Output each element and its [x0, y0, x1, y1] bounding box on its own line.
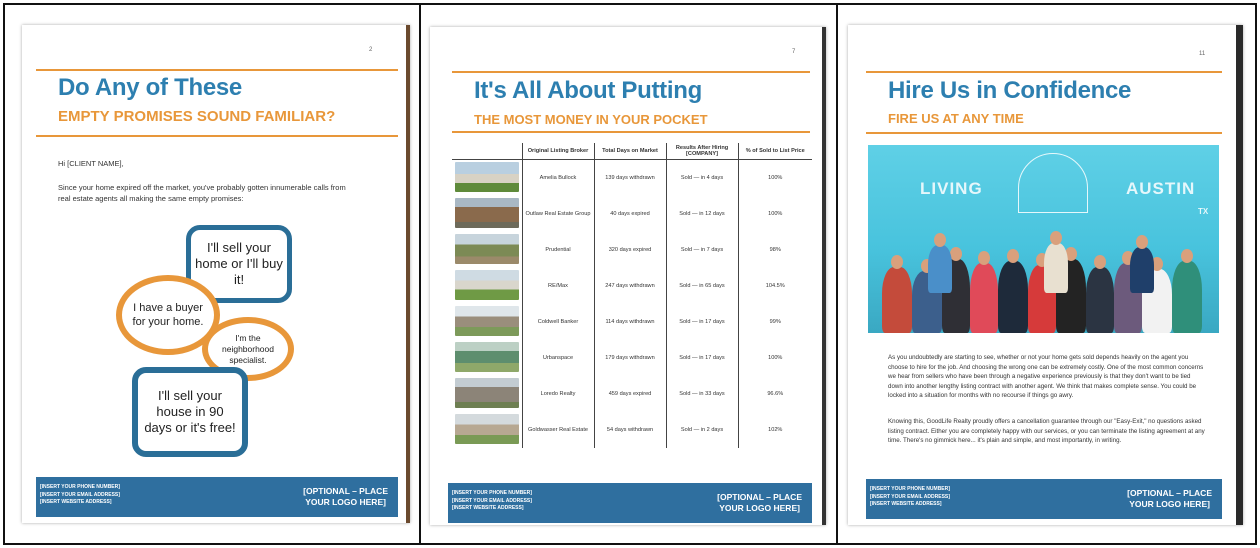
- bubble-text: I'll sell your house in 90 days or it's free!: [144, 388, 236, 435]
- email-placeholder: [INSERT YOUR EMAIL ADDRESS]: [40, 491, 120, 498]
- page-title: It's All About Putting: [474, 77, 702, 104]
- cell-pct: 100%: [738, 160, 812, 196]
- cell-result: Sold — in 2 days: [666, 412, 738, 448]
- cell-days: 114 days withdrawn: [594, 304, 666, 340]
- subtitle-rule: [866, 132, 1222, 134]
- cell-broker: Loredo Realty: [522, 376, 594, 412]
- paragraph-1: As you undoubtedly are starting to see, whether or not your home gets sold depends heavily on the agent you choose to hire for the job. And choosing the wrong one can be extremely costly. One of the most common concerns we hear from sellers who have been through a negative experience previously is that they don't want to be tied down into another lengthy listing contract with another agent. We think that makes complete sense. You could be locked into a situation for months with no recourse if things go awry.: [888, 354, 1204, 399]
- cell-result: Sold — in 17 days: [666, 340, 738, 376]
- page-footer: [36, 477, 398, 517]
- table-row: [452, 412, 812, 448]
- team-group: [868, 247, 1219, 333]
- phone-placeholder: [INSERT YOUR PHONE NUMBER]: [452, 490, 532, 496]
- results-table: [452, 143, 812, 448]
- paragraph-2: Knowing this, GoodLife Realty proudly offers a cancellation guarantee through our "Easy-Exit," no questions asked listing contract. Either you are completely happy with our services, or you can terminate the listing agreement at any time. There's no gimmick here... it's plain and simple, and most importantly, in writing.: [888, 418, 1205, 444]
- page-number: 2: [369, 47, 373, 53]
- email-placeholder: [INSERT YOUR EMAIL ADDRESS]: [870, 493, 950, 500]
- page-title: Hire Us in Confidence: [888, 77, 1132, 104]
- house-thumbnail: [452, 412, 522, 448]
- brochure-page: [22, 25, 410, 523]
- page-footer: [448, 483, 812, 523]
- house-thumbnail: [452, 160, 522, 196]
- cell-days: 459 days expired: [594, 376, 666, 412]
- table-row: [452, 268, 812, 304]
- col-header-broker: Original Listing Broker: [522, 143, 594, 160]
- cell-pct: 102%: [738, 412, 812, 448]
- page-number: 7: [792, 49, 796, 55]
- page-edge: [822, 27, 826, 525]
- house-thumbnail: [452, 232, 522, 268]
- speech-bubble-ninety-days: [132, 367, 248, 457]
- capitol-dome-outline: [1018, 153, 1088, 213]
- cell-broker: RE/Max: [522, 268, 594, 304]
- phone-placeholder: [INSERT YOUR PHONE NUMBER]: [40, 484, 120, 490]
- cell-broker: Prudential: [522, 232, 594, 268]
- table-row: [452, 196, 812, 232]
- page-number: 11: [1199, 51, 1206, 57]
- cell-pct: 100%: [738, 196, 812, 232]
- house-thumbnail: [452, 340, 522, 376]
- email-placeholder: [INSERT YOUR EMAIL ADDRESS]: [452, 497, 532, 504]
- bubble-text: I'm the neighborhood specialist.: [222, 332, 274, 365]
- cell-days: 179 days withdrawn: [594, 340, 666, 376]
- logo-placeholder: [1127, 488, 1212, 510]
- cell-broker: Urbanspace: [522, 340, 594, 376]
- cell-broker: Amelia Bullock: [522, 160, 594, 196]
- cell-broker: Goldwasser Real Estate: [522, 412, 594, 448]
- subtitle-rule: [452, 131, 810, 133]
- cell-result: Sold — in 4 days: [666, 160, 738, 196]
- cell-days: 320 days expired: [594, 232, 666, 268]
- page-edge: [406, 25, 410, 523]
- photo-sign-living: LIVING: [920, 179, 983, 198]
- panel-page-7: [421, 5, 836, 543]
- cell-result: Sold — in 7 days: [666, 232, 738, 268]
- panel-page-2: [5, 5, 419, 543]
- col-header-pct: % of Sold to List Price: [738, 143, 812, 160]
- cell-result: Sold — in 12 days: [666, 196, 738, 232]
- page-subtitle: EMPTY PROMISES SOUND FAMILIAR?: [58, 108, 336, 125]
- cell-result: Sold — in 17 days: [666, 304, 738, 340]
- website-placeholder: [INSERT WEBSITE ADDRESS]: [40, 499, 112, 505]
- page-footer: [866, 479, 1222, 519]
- team-photo: [868, 145, 1219, 333]
- cell-pct: 104.5%: [738, 268, 812, 304]
- logo-line-2: YOUR LOGO HERE]: [305, 497, 386, 507]
- cell-pct: 96.6%: [738, 376, 812, 412]
- page-edge: [1236, 25, 1243, 525]
- cell-broker: Outlaw Real Estate Group: [522, 196, 594, 232]
- cell-pct: 100%: [738, 340, 812, 376]
- logo-placeholder: [717, 492, 802, 514]
- cell-broker: Coldwell Banker: [522, 304, 594, 340]
- table-header-row: [452, 143, 812, 160]
- col-header-results: Results After Hiring [COMPANY]: [666, 143, 738, 160]
- table-row: [452, 232, 812, 268]
- brochure-page: [430, 27, 826, 525]
- page-subtitle: FIRE US AT ANY TIME: [888, 111, 1024, 126]
- cell-pct: 98%: [738, 232, 812, 268]
- house-thumbnail: [452, 304, 522, 340]
- cell-days: 139 days withdrawn: [594, 160, 666, 196]
- cell-days: 40 days expired: [594, 196, 666, 232]
- logo-line-1: [OPTIONAL – PLACE: [303, 486, 388, 496]
- col-header-days: Total Days on Market: [594, 143, 666, 160]
- greeting: Hi [CLIENT NAME],: [58, 159, 124, 168]
- logo-line-1: [OPTIONAL – PLACE: [717, 492, 802, 502]
- photo-sign-austin: AUSTIN: [1126, 179, 1196, 198]
- logo-line-2: YOUR LOGO HERE]: [1129, 499, 1210, 509]
- subtitle-rule: [36, 135, 398, 137]
- intro-text: Since your home expired off the market, you've probably gotten innumerable calls from real estate agents all making the same empty promises:: [58, 183, 346, 203]
- bubble-text: I'll sell your home or I'll buy it!: [195, 240, 283, 287]
- panel-page-11: [838, 5, 1255, 543]
- contact-lines: [40, 484, 120, 507]
- table-row: [452, 340, 812, 376]
- header-rule: [866, 71, 1222, 73]
- page-subtitle: THE MOST MONEY IN YOUR POCKET: [474, 112, 708, 127]
- bubble-text: I have a buyer for your home.: [132, 302, 204, 328]
- cell-days: 247 days withdrawn: [594, 268, 666, 304]
- brochure-page: [848, 25, 1243, 525]
- cell-result: Sold — in 33 days: [666, 376, 738, 412]
- contact-lines: [452, 490, 532, 513]
- cell-days: 54 days withdrawn: [594, 412, 666, 448]
- house-thumbnail: [452, 376, 522, 412]
- photo-sign-tx: TX: [1198, 207, 1209, 216]
- house-thumbnail: [452, 268, 522, 304]
- logo-placeholder: [303, 486, 388, 508]
- header-rule: [452, 71, 810, 73]
- logo-line-1: [OPTIONAL – PLACE: [1127, 488, 1212, 498]
- contact-lines: [870, 486, 950, 509]
- cell-pct: 99%: [738, 304, 812, 340]
- logo-line-2: YOUR LOGO HERE]: [719, 503, 800, 513]
- house-thumbnail: [452, 196, 522, 232]
- header-rule: [36, 69, 398, 71]
- website-placeholder: [INSERT WEBSITE ADDRESS]: [452, 505, 524, 511]
- phone-placeholder: [INSERT YOUR PHONE NUMBER]: [870, 486, 950, 492]
- cell-result: Sold — in 65 days: [666, 268, 738, 304]
- website-placeholder: [INSERT WEBSITE ADDRESS]: [870, 501, 942, 507]
- table-row: [452, 304, 812, 340]
- table-row: [452, 376, 812, 412]
- thumb-header: [452, 143, 522, 160]
- page-title: Do Any of These: [58, 74, 242, 101]
- table-row: [452, 160, 812, 196]
